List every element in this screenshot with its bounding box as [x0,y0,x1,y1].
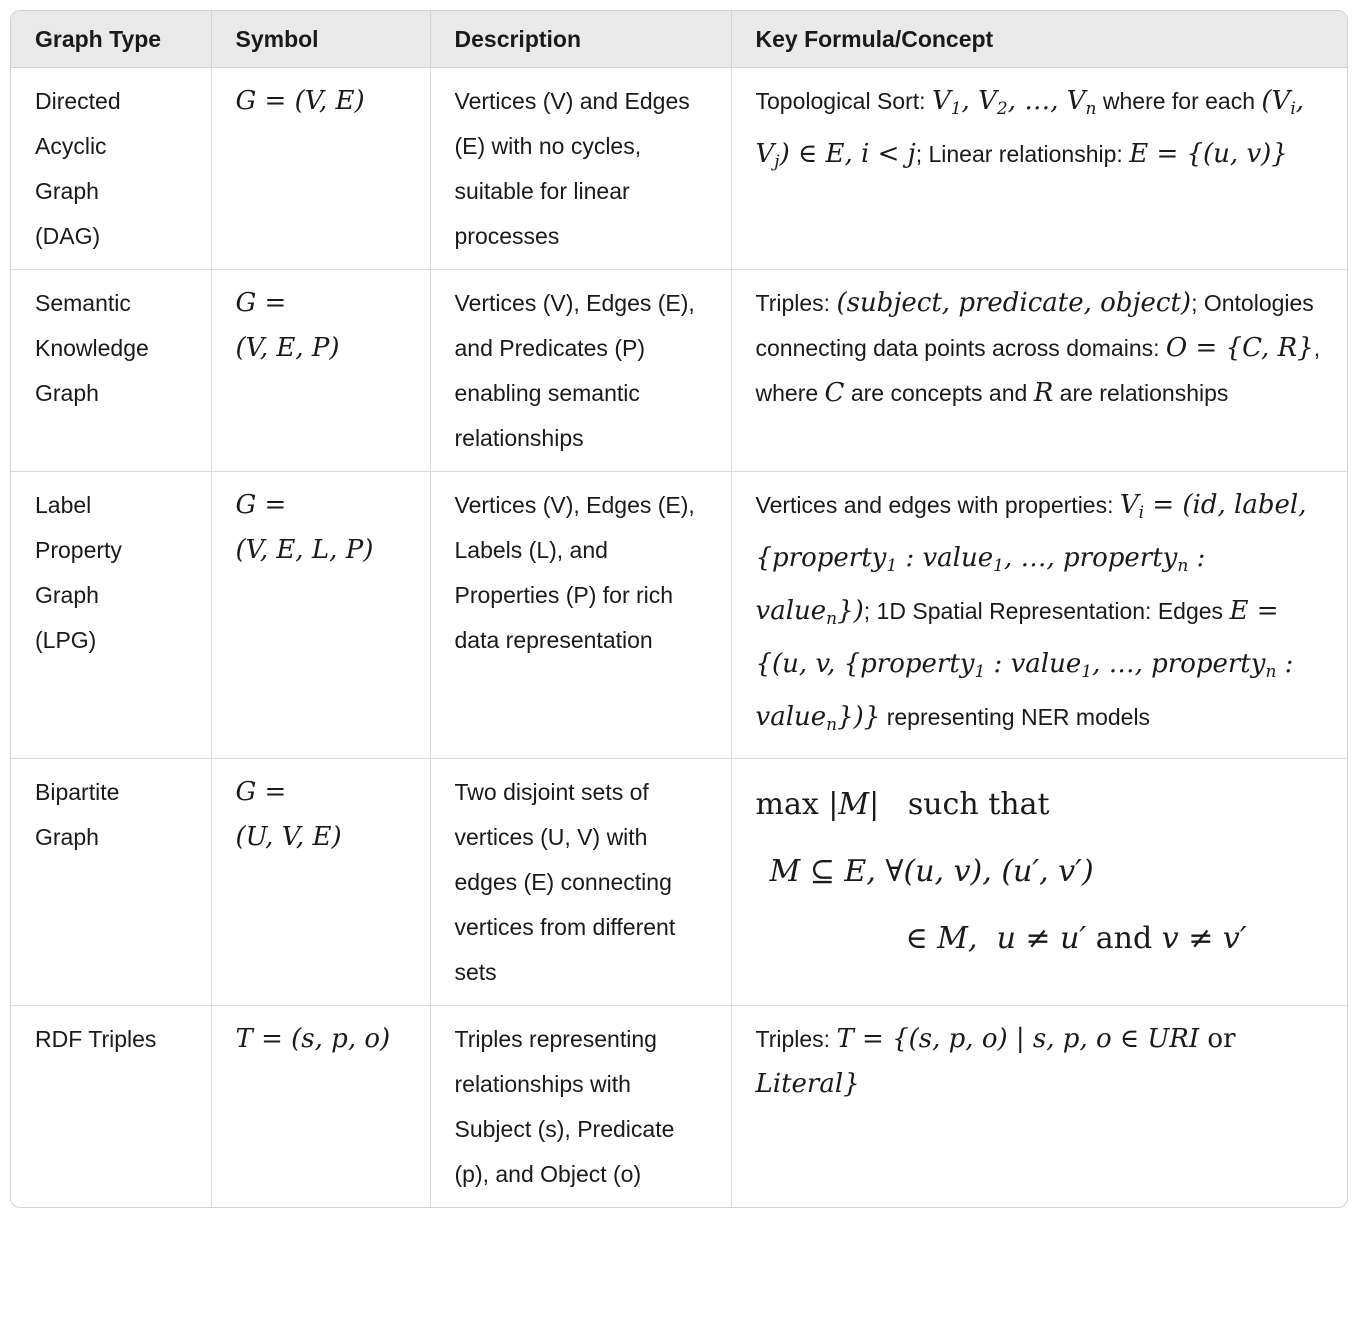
math-segment: n [1265,662,1277,682]
math-segment: and [1095,921,1153,956]
math-segment: (subject, predicate, object) [836,288,1192,318]
text-segment: ; Linear relationship: [915,141,1130,167]
math-segment: , V [755,86,1313,169]
table-row-semantic-knowledge-graph [11,270,1347,472]
cell-description: Vertices (V), Edges (E), Labels (L), and Properties (P) for rich data representation [430,472,731,759]
math-segment: }) [837,596,864,626]
column-header-graph-type: Graph Type [11,11,211,68]
math-segment: C [824,378,845,408]
math-segment: or [1199,1024,1244,1054]
math-line [770,839,1324,906]
math-segment: E = {(u, v)} [1129,139,1288,169]
math-segment: O = {C, R} [1165,333,1314,363]
math-segment: G = [235,288,287,318]
math-segment: n [1085,99,1097,119]
comparison-table [11,11,1347,1207]
math-segment: = (id, label, {property [755,490,1315,573]
math-segment: 1 [974,662,986,682]
text-segment: ; Ontologies connecting data points across domains: [755,290,1321,361]
math-segment: (V, E, L, P) [235,535,374,565]
text-segment: Topological Sort: [755,88,932,114]
column-header-key-formula: Key Formula/Concept [731,11,1347,68]
math-segment: V [931,86,951,116]
math-line [756,772,1324,839]
math-segment: E = {(u, v, {property [755,596,1287,679]
math-segment: (V [1261,86,1291,116]
math-segment: V [1119,490,1139,520]
math-segment: : value [755,543,1214,626]
column-header-description: Description [430,11,731,68]
header-row [11,11,1347,68]
cell-graph-type: Label Property Graph (LPG) [11,472,211,759]
cell-key-formula [731,759,1347,1006]
math-segment: , …, V [1007,86,1086,116]
table-row-dag [11,68,1347,270]
table-row-lpg [11,472,1347,759]
math-segment: ) ∈ E, i < j [779,139,916,169]
math-segment: , V [961,86,997,116]
cell-graph-type: Bipartite Graph [11,759,211,1006]
math-segment: j [774,152,780,172]
math-segment: , …, property [1003,543,1178,573]
text-segment: Triples: [755,290,837,316]
math-segment: M ⊆ E, ∀(u, v), (u′, v′) [769,854,1094,889]
math-segment: : value [755,649,1302,732]
cell-description: Two disjoint sets of vertices (U, V) with edges (E) connecting vertices from different sets [430,759,731,1006]
table-header [11,11,1347,68]
math-segment: 1 [1081,662,1093,682]
math-segment: such that [879,787,1050,822]
cell-description: Triples representing relationships with Subject (s), Predicate (p), and Object (o) [430,1006,731,1208]
cell-graph-type: Semantic Knowledge Graph [11,270,211,472]
math-segment: 1 [886,556,898,576]
cell-symbol [211,759,430,1006]
cell-description: Vertices (V) and Edges (E) with no cycles, suitable for linear processes [430,68,731,270]
math-segment: i [1138,503,1145,523]
table-body [11,68,1347,1208]
math-segment: : value [897,543,994,573]
text-segment: representing NER models [880,704,1151,730]
graph-types-table [10,10,1348,1208]
cell-symbol [211,1006,430,1208]
cell-key-formula [731,68,1347,270]
display-math-block [756,770,1324,973]
math-segment: 2 [996,99,1008,119]
math-segment: G = [235,777,287,807]
math-segment: n [826,609,838,629]
math-segment: T = (s, p, o) [235,1024,391,1054]
cell-graph-type: RDF Triples [11,1006,211,1208]
math-segment: (V, E, P) [235,333,340,363]
cell-symbol [211,68,430,270]
cell-symbol [211,270,430,472]
math-segment: R [1033,378,1054,408]
table-row-bipartite [11,759,1347,1006]
text-segment: are concepts and [844,380,1034,406]
text-segment: , where [755,335,1327,406]
text-segment: are relationships [1053,380,1229,406]
cell-graph-type: Directed Acyclic Graph (DAG) [11,68,211,270]
math-segment: n [826,715,838,735]
math-segment: T = {(s, p, o) | s, p, o ∈ URI [836,1024,1200,1054]
math-segment: G = [235,490,287,520]
math-segment: i [1290,99,1296,119]
table-row-rdf-triples [11,1006,1347,1208]
text-segment: Vertices and edges with properties: [755,492,1120,518]
cell-key-formula [731,472,1347,759]
math-segment: max [755,787,829,822]
math-segment: 1 [950,99,962,119]
math-segment: })} [837,702,881,732]
cell-key-formula [731,1006,1347,1208]
column-header-symbol: Symbol [211,11,430,68]
text-segment: where for each [1096,88,1262,114]
cell-symbol [211,472,430,759]
math-line [906,906,1324,973]
math-segment: ∈ M, u ≠ u′ [905,921,1096,956]
math-segment: v ≠ v′ [1152,921,1247,956]
math-segment: , …, property [1092,649,1266,679]
text-segment: ; 1D Spatial Representation: Edges [863,598,1230,624]
math-segment: |M| [828,787,880,822]
math-segment: G = (V, E) [235,86,365,116]
math-segment: : value [985,649,1082,679]
cell-key-formula [731,270,1347,472]
math-segment: (U, V, E) [235,822,342,852]
cell-description: Vertices (V), Edges (E), and Predicates (P) enabling semantic relationships [430,270,731,472]
math-segment: Literal} [755,1069,860,1099]
math-segment: n [1177,556,1189,576]
text-segment: Triples: [755,1026,837,1052]
math-segment: 1 [993,556,1004,576]
